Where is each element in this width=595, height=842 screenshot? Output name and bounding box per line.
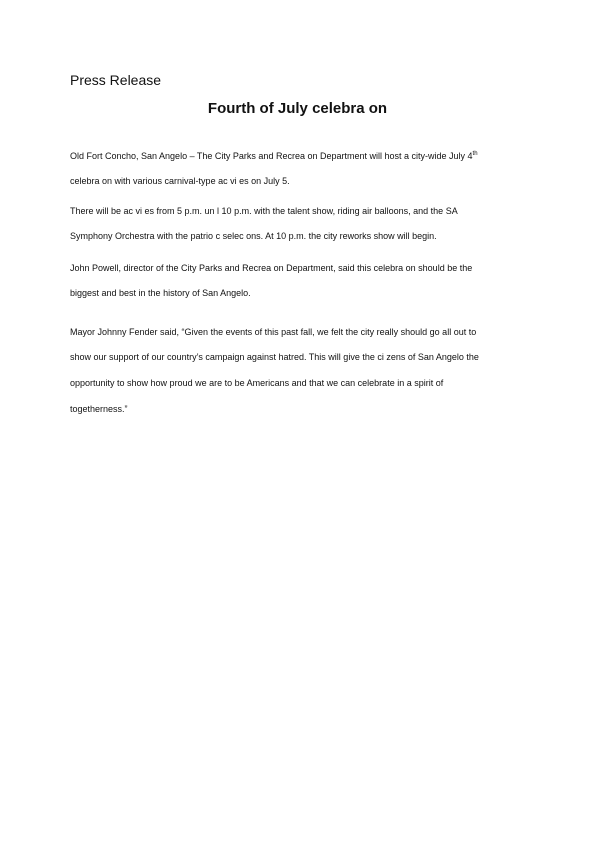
line-text: celebra on with various carnival-type ac vi es on July 5. bbox=[70, 176, 290, 186]
line-text: John Powell, director of the City Parks and Recrea on Department, said this celebra on should be the bbox=[70, 263, 473, 273]
paragraph-line bbox=[70, 230, 437, 242]
paragraph-line bbox=[70, 403, 128, 415]
superscript-text: th bbox=[472, 151, 478, 157]
document-title: Fourth of July celebra on bbox=[207, 100, 388, 117]
line-text: biggest and best in the history of San Angelo. bbox=[70, 288, 251, 298]
paragraph-line bbox=[70, 351, 479, 363]
line-text: There will be ac vi es from 5 p.m. un l 10 p.m. with the talent show, riding air balloons, and the SA bbox=[70, 206, 458, 216]
line-text: Mayor Johnny Fender said, “Given the events of this past fall, we felt the city really should go all out to bbox=[70, 327, 477, 337]
paragraph-line bbox=[70, 377, 443, 389]
paragraph-line bbox=[70, 175, 290, 187]
line-text: Old Fort Concho, San Angelo – The City Parks and Recrea on Department will host a city-wide July 4 bbox=[70, 151, 473, 161]
paragraph-line bbox=[70, 262, 472, 274]
paragraph-line bbox=[70, 150, 478, 162]
paragraph-line bbox=[70, 326, 476, 338]
line-text: opportunity to show how proud we are to be Americans and that we can celebrate in a spirit of bbox=[70, 378, 444, 388]
line-text: togetherness.” bbox=[70, 404, 128, 414]
line-text: Symphony Orchestra with the patrio c selec ons. At 10 p.m. the city reworks show will begin. bbox=[70, 231, 437, 241]
paragraph-line bbox=[70, 287, 251, 299]
paragraph-line bbox=[70, 205, 458, 217]
line-text: show our support of our country’s campaign against hatred. This will give the ci zens of San Angelo the bbox=[70, 352, 479, 362]
press-release-label: Press Release bbox=[70, 72, 162, 88]
